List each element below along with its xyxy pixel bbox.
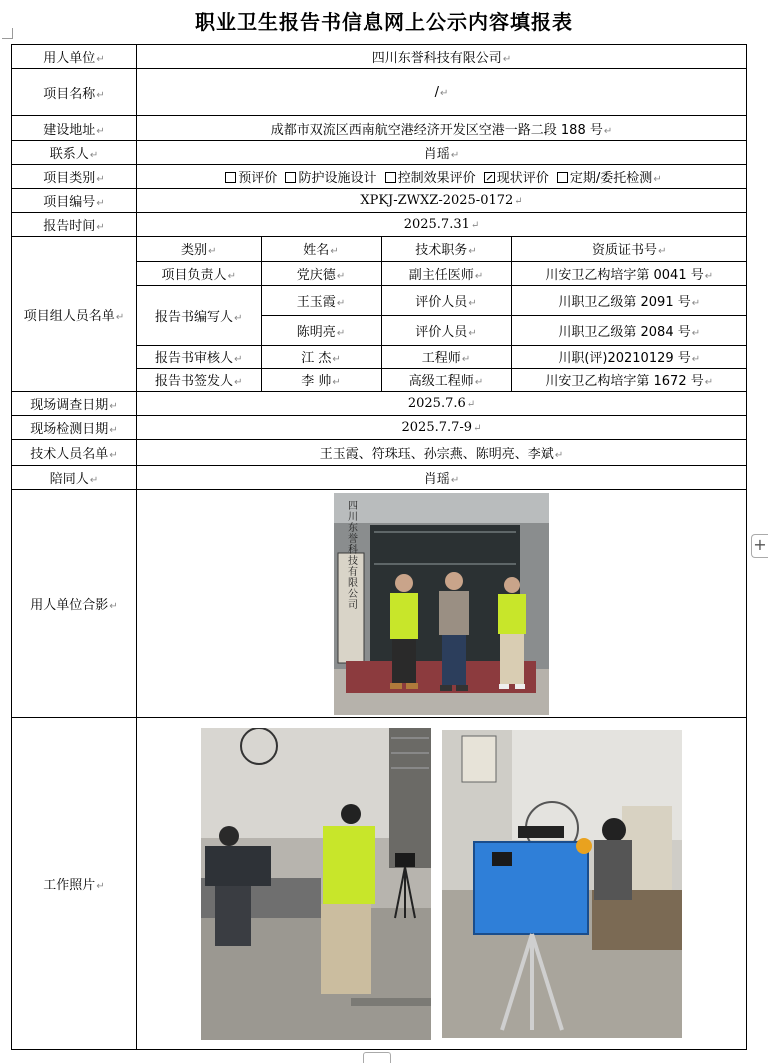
row-test-date: [12, 416, 747, 440]
team-name: 王玉霞↵: [261, 285, 381, 315]
team-cert: 川安卫乙构培字第 1672 号↵: [511, 368, 747, 391]
address-value: 成都市双流区西南航空港经济开发区空港一路二段 188 号↵: [137, 116, 747, 141]
team-row: [137, 345, 747, 368]
row-project-name: [12, 69, 747, 116]
category-option[interactable]: 定期/委托检测: [553, 171, 652, 186]
work-photo-2: [442, 730, 682, 1038]
category-option[interactable]: 控制效果评价: [381, 171, 476, 186]
team-table: [137, 237, 747, 391]
checked-checkbox-icon[interactable]: [484, 172, 495, 183]
test-date-value: 2025.7.7-9↵: [137, 416, 747, 440]
employer-label: 用人单位↵: [12, 45, 137, 69]
row-work-photos: [12, 718, 747, 1050]
work-photo-1: [201, 728, 431, 1040]
team-cell: [137, 237, 747, 392]
team-role: 报告书审核人↵: [137, 345, 261, 368]
survey-date-label: 现场调查日期↵: [12, 392, 137, 416]
category-option[interactable]: 现状评价: [480, 171, 549, 186]
project-no-label: 项目编号↵: [12, 189, 137, 213]
team-role: 项目负责人↵: [137, 261, 261, 285]
team-cert: 川安卫乙构培字第 0041 号↵: [511, 261, 747, 285]
team-header-cell: 资质证书号↵: [511, 237, 747, 261]
category-options: 预评价 防护设施设计 控制效果评价 现状评价 定期/委托检测↵: [137, 165, 747, 189]
row-escort: [12, 466, 747, 490]
company-sign-text: 四川东誉科技有限公司: [345, 499, 357, 610]
work-photo-label: 工作照片↵: [12, 718, 137, 1050]
escort-value: 肖瑶↵: [137, 466, 747, 490]
margin-corner-mark: [2, 28, 13, 39]
team-header-cell: 姓名↵: [261, 237, 381, 261]
category-option[interactable]: 预评价: [221, 171, 277, 186]
row-category: [12, 165, 747, 189]
work-photo-cell: [137, 718, 747, 1050]
disclosure-form-table: [11, 44, 747, 1050]
team-title: 评价人员↵: [381, 285, 511, 315]
row-employer: [12, 45, 747, 69]
team-title: 副主任医师↵: [381, 261, 511, 285]
address-label: 建设地址↵: [12, 116, 137, 141]
team-name: 李 帅↵: [261, 368, 381, 391]
team-cert: 川职(评)20210129 号↵: [511, 345, 747, 368]
group-photo-cell: [137, 490, 747, 718]
inspector-vest: [321, 804, 375, 994]
project-name-label: 项目名称↵: [12, 69, 137, 116]
project-no-value: XPKJ-ZWXZ-2025-0172↵: [137, 189, 747, 213]
survey-date-value: 2025.7.6↵: [137, 392, 747, 416]
tech-staff-value: 王玉霞、符珠珏、孙宗燕、陈明亮、李斌↵: [137, 440, 747, 466]
page-title: 职业卫生报告书信息网上公示内容填报表: [195, 10, 573, 34]
contact-label: 联系人↵: [12, 141, 137, 165]
team-header-row: [137, 237, 747, 261]
team-row: [137, 368, 747, 391]
group-photo: [334, 493, 549, 715]
row-team: [12, 237, 747, 392]
checkbox-icon[interactable]: [557, 172, 568, 183]
team-name: 陈明亮↵: [261, 315, 381, 345]
report-time-value: 2025.7.31↵: [137, 213, 747, 237]
row-group-photo: [12, 490, 747, 718]
row-tech-staff: [12, 440, 747, 466]
category-option[interactable]: 防护设施设计: [281, 171, 376, 186]
team-title: 评价人员↵: [381, 315, 511, 345]
add-comment-button[interactable]: +: [751, 534, 768, 558]
team-header-cell: 技术职务↵: [381, 237, 511, 261]
team-title: 高级工程师↵: [381, 368, 511, 391]
project-name-value: /↵: [137, 69, 747, 116]
row-address: [12, 116, 747, 141]
report-time-label: 报告时间↵: [12, 213, 137, 237]
row-survey-date: [12, 392, 747, 416]
team-role: 报告书签发人↵: [137, 368, 261, 391]
checkbox-icon[interactable]: [385, 172, 396, 183]
row-report-time: [12, 213, 747, 237]
test-date-label: 现场检测日期↵: [12, 416, 137, 440]
tech-staff-label: 技术人员名单↵: [12, 440, 137, 466]
checkbox-icon[interactable]: [285, 172, 296, 183]
team-title: 工程师↵: [381, 345, 511, 368]
contact-value: 肖瑶↵: [137, 141, 747, 165]
team-name: 江 杰↵: [261, 345, 381, 368]
team-header-cell: 类别↵: [137, 237, 261, 261]
category-label: 项目类别↵: [12, 165, 137, 189]
escort-label: 陪同人↵: [12, 466, 137, 490]
group-photo-label: 用人单位合影↵: [12, 490, 137, 718]
row-contact: [12, 141, 747, 165]
team-cert: 川职卫乙级第 2084 号↵: [511, 315, 747, 345]
row-project-no: [12, 189, 747, 213]
team-row: [137, 261, 747, 285]
team-role: 报告书编写人↵: [137, 285, 261, 345]
page-scroll-tab[interactable]: [363, 1052, 391, 1063]
employer-value: 四川东誉科技有限公司↵: [137, 45, 747, 69]
checkbox-icon[interactable]: [225, 172, 236, 183]
team-row: [137, 285, 747, 315]
team-label: 项目组人员名单↵: [12, 237, 137, 392]
team-cert: 川职卫乙级第 2091 号↵: [511, 285, 747, 315]
team-name: 党庆德↵: [261, 261, 381, 285]
